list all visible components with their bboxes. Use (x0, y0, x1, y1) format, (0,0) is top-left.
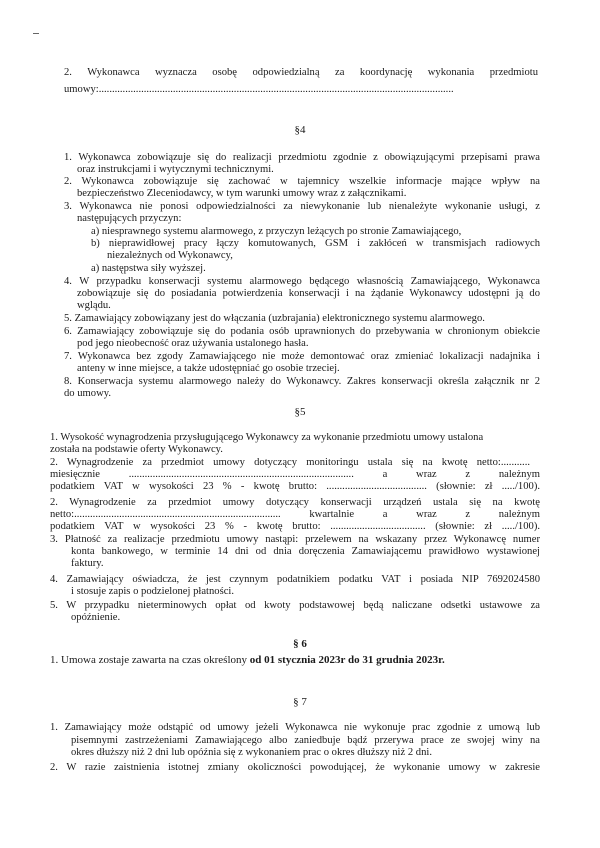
paragraph-line: 8. Konserwacja systemu alarmowego należy do Wykonawcy. Zakres konserwacji określa załącznik nr 2 (64, 376, 540, 387)
paragraph-line: 1. Wysokość wynagrodzenia przysługującego Wykonawcy za wykonanie przedmiotu umowy ustalona (50, 432, 484, 443)
paragraph-line: następujących przyczyn: (77, 213, 182, 224)
paragraph-line: pod jego nieobecność oraz używania ustalonego hasła. (77, 338, 309, 349)
paragraph-line: bezpieczeństwo Zleceniodawcy, w tym warunki umowy wraz z załącznikami. (77, 188, 407, 199)
list-item: a) następstwa siły wyższej. (91, 263, 206, 274)
paragraph-line: wglądu. (77, 300, 111, 311)
paragraph-line: 6. Zamawiający zobowiązuje się do podania osób uprawnionych do przebywania w chronionym obiekcie (64, 326, 540, 337)
list-item: b) nieprawidłowej pracy łączy komutowanych, GSM i zakłóceń w transmisjach radiowych (91, 238, 540, 249)
paragraph-line: umowy:...................................................................................................................................... (64, 84, 454, 95)
paragraph-line: 4. W przypadku konserwacji systemu alarmowego będącego własnością Zamawiającego, Wykonawca (64, 276, 540, 287)
paragraph-line: 2. W razie zaistnienia istotnej zmiany okoliczności powodującej, że wykonanie umowy w zakresie (50, 762, 540, 773)
paragraph-line: 5. W przypadku nieterminowych opłat od kwoty podstawowej będą naliczane odsetki ustawowe za (50, 600, 540, 611)
paragraph-line: miesięcznie ..................................................................................... a wraz z należnym (50, 469, 540, 480)
paragraph-line: anteny w inne miejsce, a także udostępniać go osobie trzeciej. (77, 363, 340, 374)
contract-period-dates: od 01 stycznia 2023r do 31 grudnia 2023r. (249, 654, 445, 666)
paragraph-line: 2. Wynagrodzenie za przedmiot umowy dotyczący konserwacji urządzeń ustala się na kwotę (50, 497, 540, 508)
paragraph-line: 5. Zamawiający zobowiązany jest do włączania (uzbrajania) elektronicznego systemu alarmowego. (64, 313, 485, 324)
paragraph-line: podatkiem VAT w wysokości 23 % - kwotę brutto: ...................................... (słownie: zł ...../100). (50, 481, 540, 492)
contract-period-line (50, 654, 445, 666)
paragraph-line: została na podstawie oferty Wykonawcy. (50, 444, 223, 455)
paragraph-line: 4. Zamawiający oświadcza, że jest czynnym podatnikiem podatku VAT i posiada NIP 7692024580 (50, 574, 540, 585)
paragraph-line: 2. Wynagrodzenie za przedmiot umowy dotyczący monitoringu ustala się na kwotę netto:........... (50, 457, 530, 468)
section-heading: §5 (294, 406, 306, 418)
paragraph-line: faktury. (71, 558, 104, 569)
section-heading: § 7 (293, 696, 307, 708)
paragraph-line: 7. Wykonawca bez zgody Zamawiającego nie może demontować oraz zmieniać lokalizacji nadajnika i (64, 351, 540, 362)
paragraph-line: 1. Zamawiający może odstąpić od umowy jeżeli Wykonawca nie wykonuje prac zgodnie z umową lub (50, 722, 540, 733)
paragraph-line: 2. Wykonawca wyznacza osobę odpowiedzialną za koordynację wykonania przedmiotu (64, 67, 538, 78)
paragraph-line: 1. Wykonawca zobowiązuje się do realizacji przedmiotu zgodnie z obowiązującymi przepisami prawa (64, 152, 540, 163)
paragraph-line: netto:.............................................................................. kwartalnie a wraz z należnym (50, 509, 540, 520)
paragraph-line: podatkiem VAT w wysokości 23 % - kwotę brutto: .................................... (słownie: zł ...../100). (50, 521, 540, 532)
section-heading: § 6 (293, 638, 307, 650)
paragraph-line: oraz instrukcjami i wytycznymi technicznymi. (77, 164, 274, 175)
paragraph-line: okres dłuższy niż 2 dni lub opóźnia się z wykonaniem prac o okres dłuższy niż 2 dni. (71, 747, 432, 758)
paragraph-line: zobowiązuje się do posiadania potwierdzenia konserwacji i na żądanie Wykonawcy udostępni ją do (77, 288, 540, 299)
paragraph-line: i stosuje zapis o podzielonej płatności. (71, 586, 234, 597)
contract-period-text: 1. Umowa zostaje zawarta na czas określony (50, 654, 250, 666)
paragraph-line: pisemnymi zastrzeżeniami Zamawiającego albo zaniedbuje bądź przerywa prace ze swojej winy na (71, 735, 540, 746)
paragraph-line: 2. Wykonawca zobowiązuje się zachować w tajemnicy wszelkie informacje mające wpływ na (64, 176, 540, 187)
scan-mark (33, 33, 39, 34)
paragraph-line: niezależnych od Wykonawcy, (107, 250, 233, 261)
section-heading: §4 (294, 124, 306, 136)
paragraph-line: do umowy. (64, 388, 111, 399)
list-item: a) niesprawnego systemu alarmowego, z przyczyn leżących po stronie Zamawiającego, (91, 226, 462, 237)
paragraph-line: opóźnienie. (71, 612, 121, 623)
paragraph-line: 3. Wykonawca nie ponosi odpowiedzialności za niewykonanie lub nienależyte wykonanie usługi, z (64, 201, 540, 212)
paragraph-line: konta bankowego, w terminie 14 dni od dnia doręczenia Zamawiającemu prawidłowo wystawionej (71, 546, 540, 557)
paragraph-line: 3. Płatność za realizacje przedmiotu umowy nastąpi: przelewem na wskazany przez Wykonawcę numer (50, 534, 540, 545)
